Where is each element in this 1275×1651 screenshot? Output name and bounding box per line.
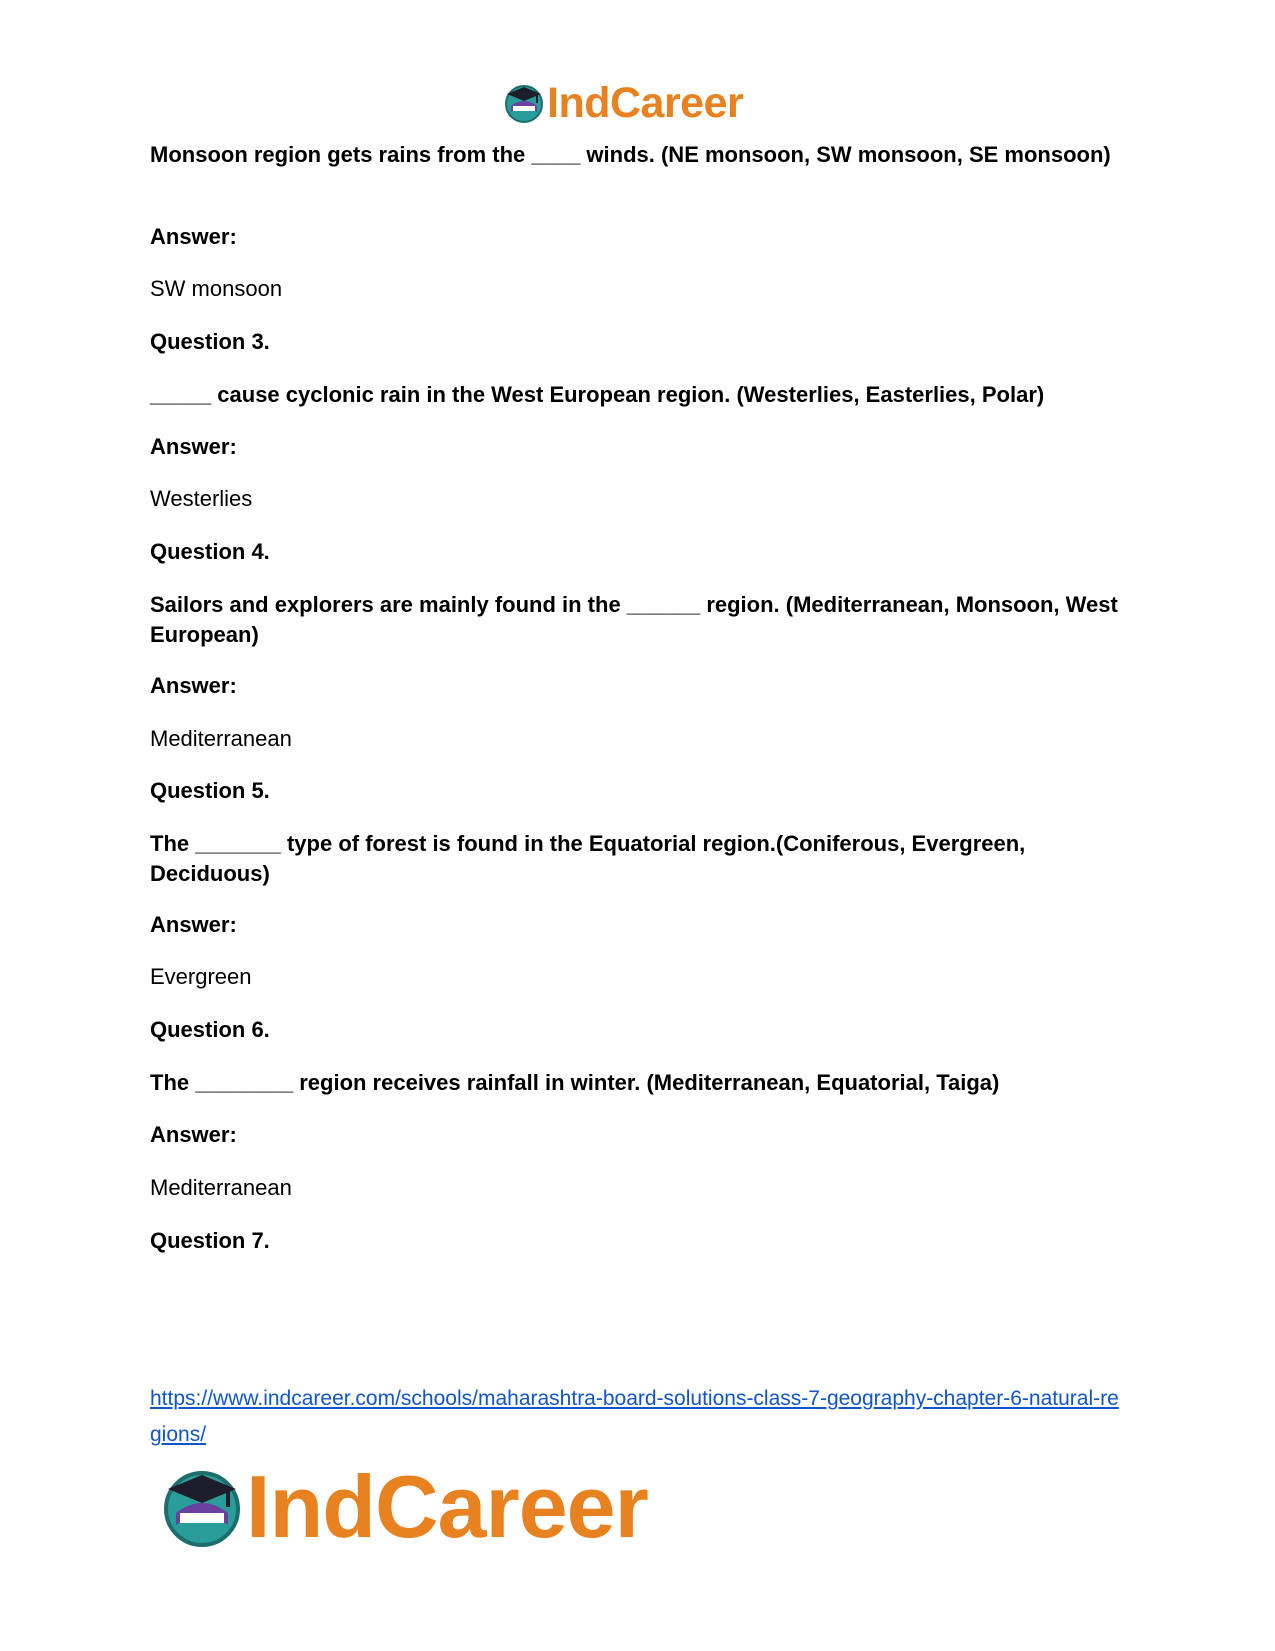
question-text: The _______ type of forest is found in the Equatorial region.(Coniferous, Evergreen, Deciduous)	[150, 831, 1026, 886]
answer-label: Answer:	[150, 224, 237, 249]
globe-graduation-cap-icon	[160, 1465, 244, 1549]
question-text: Monsoon region gets rains from the ____ winds. (NE monsoon, SW monsoon, SE monsoon)	[150, 142, 1111, 167]
answer-text: SW monsoon	[150, 276, 283, 301]
answer-label: Answer:	[150, 1122, 237, 1147]
question-text: Sailors and explorers are mainly found in the ______ region. (Mediterranean, Monsoon, West European)	[150, 592, 1118, 647]
globe-graduation-cap-icon	[503, 82, 545, 124]
answer-label: Answer:	[150, 673, 237, 698]
logo-wordmark: IndCareer	[246, 1457, 648, 1556]
question-heading: Question 7.	[150, 1228, 270, 1253]
answer-text: Evergreen	[150, 964, 252, 989]
question-heading: Question 6.	[150, 1017, 270, 1042]
answer-label: Answer:	[150, 912, 237, 937]
answer-text: Mediterranean	[150, 1175, 292, 1200]
answer-label: Answer:	[150, 434, 237, 459]
source-url-link[interactable]: https://www.indcareer.com/schools/maharashtra-board-solutions-class-7-geography-chapter-6-natural-regions/	[150, 1387, 1119, 1446]
answer-text: Westerlies	[150, 486, 253, 511]
indcareer-logo-footer	[160, 1457, 700, 1556]
logo-wordmark: IndCareer	[547, 79, 744, 127]
question-text: The ________ region receives rainfall in winter. (Mediterranean, Equatorial, Taiga)	[150, 1070, 1000, 1095]
question-text: _____ cause cyclonic rain in the West European region. (Westerlies, Easterlies, Polar)	[150, 382, 1045, 407]
indcareer-logo-header	[503, 80, 773, 126]
answer-text: Mediterranean	[150, 726, 292, 751]
question-heading: Question 4.	[150, 539, 270, 564]
question-heading: Question 5.	[150, 778, 270, 803]
question-heading: Question 3.	[150, 329, 270, 354]
